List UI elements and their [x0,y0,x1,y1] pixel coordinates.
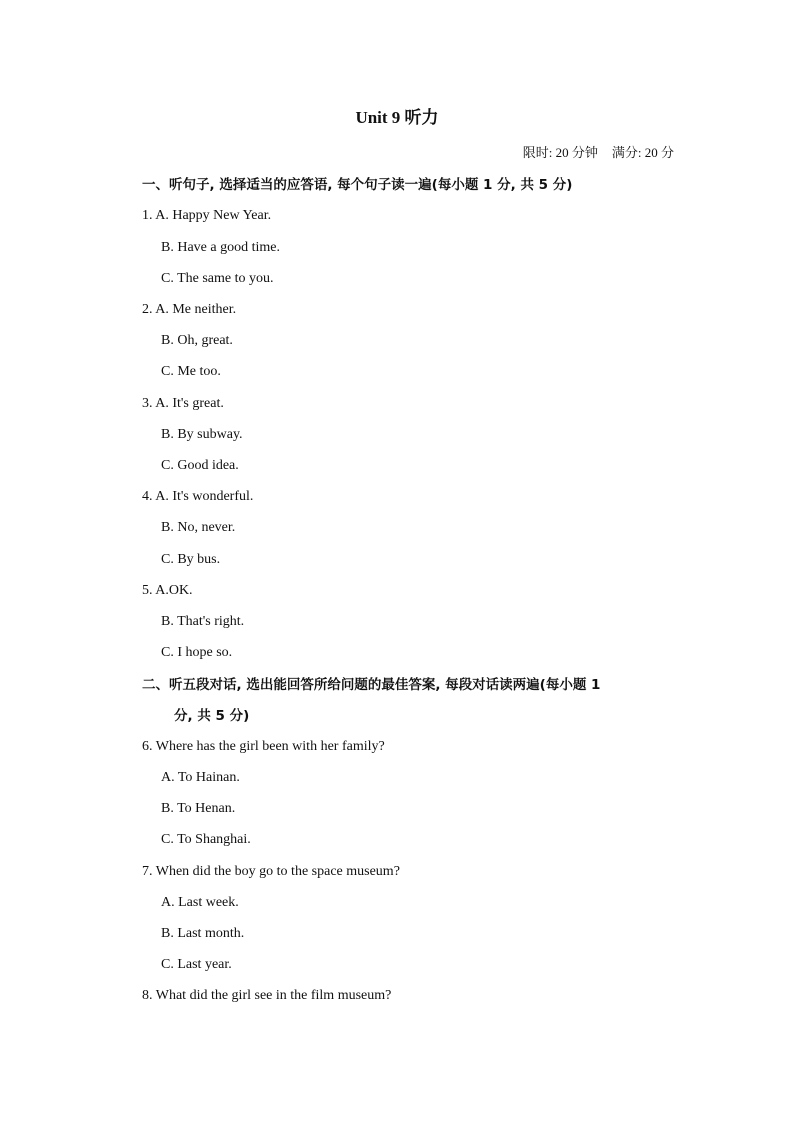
section-2-heading-continued: 分, 共 5 分) [174,708,250,724]
question-1-stem: 1. A. Happy New Year. [142,208,272,223]
question-7-option-b: B. Last month. [161,926,245,941]
question-2-option-c: C. Me too. [161,364,221,379]
section-1-heading: 一、听句子, 选择适当的应答语, 每个句子读一遍(每小题 1 分, 共 5 分) [142,177,573,193]
exam-meta [523,143,674,163]
question-5-option-b: B. That's right. [161,614,245,629]
question-3-option-c: C. Good idea. [161,458,239,473]
question-6-option-b: B. To Henan. [161,801,236,816]
full-score: 满分: 20 分 [611,145,674,160]
question-4-option-c: C. By bus. [161,552,221,567]
section-2-heading: 二、听五段对话, 选出能回答所给问题的最佳答案, 每段对话读两遍(每小题 1 [142,677,601,693]
question-3-stem: 3. A. It's great. [142,396,224,411]
question-5-option-c: C. I hope so. [161,645,233,660]
question-1-option-b: B. Have a good time. [161,240,280,255]
question-1-option-c: C. The same to you. [161,271,274,286]
question-7-stem: 7. When did the boy go to the space museum? [142,864,400,879]
question-7-option-a: A. Last week. [161,895,239,910]
question-2-option-b: B. Oh, great. [161,333,233,348]
question-2-stem: 2. A. Me neither. [142,302,237,317]
question-3-option-b: B. By subway. [161,427,243,442]
question-6-stem: 6. Where has the girl been with her family? [142,739,385,754]
time-limit: 限时: 20 分钟 [522,145,598,160]
question-4-stem: 4. A. It's wonderful. [142,489,254,504]
question-7-option-c: C. Last year. [161,957,232,972]
page-title: Unit 9 听力 [355,108,439,127]
question-6-option-a: A. To Hainan. [161,770,240,785]
question-6-option-c: C. To Shanghai. [161,832,251,847]
question-8-stem: 8. What did the girl see in the film museum? [142,988,392,1003]
question-5-stem: 5. A.OK. [142,583,193,598]
question-4-option-b: B. No, never. [161,520,236,535]
